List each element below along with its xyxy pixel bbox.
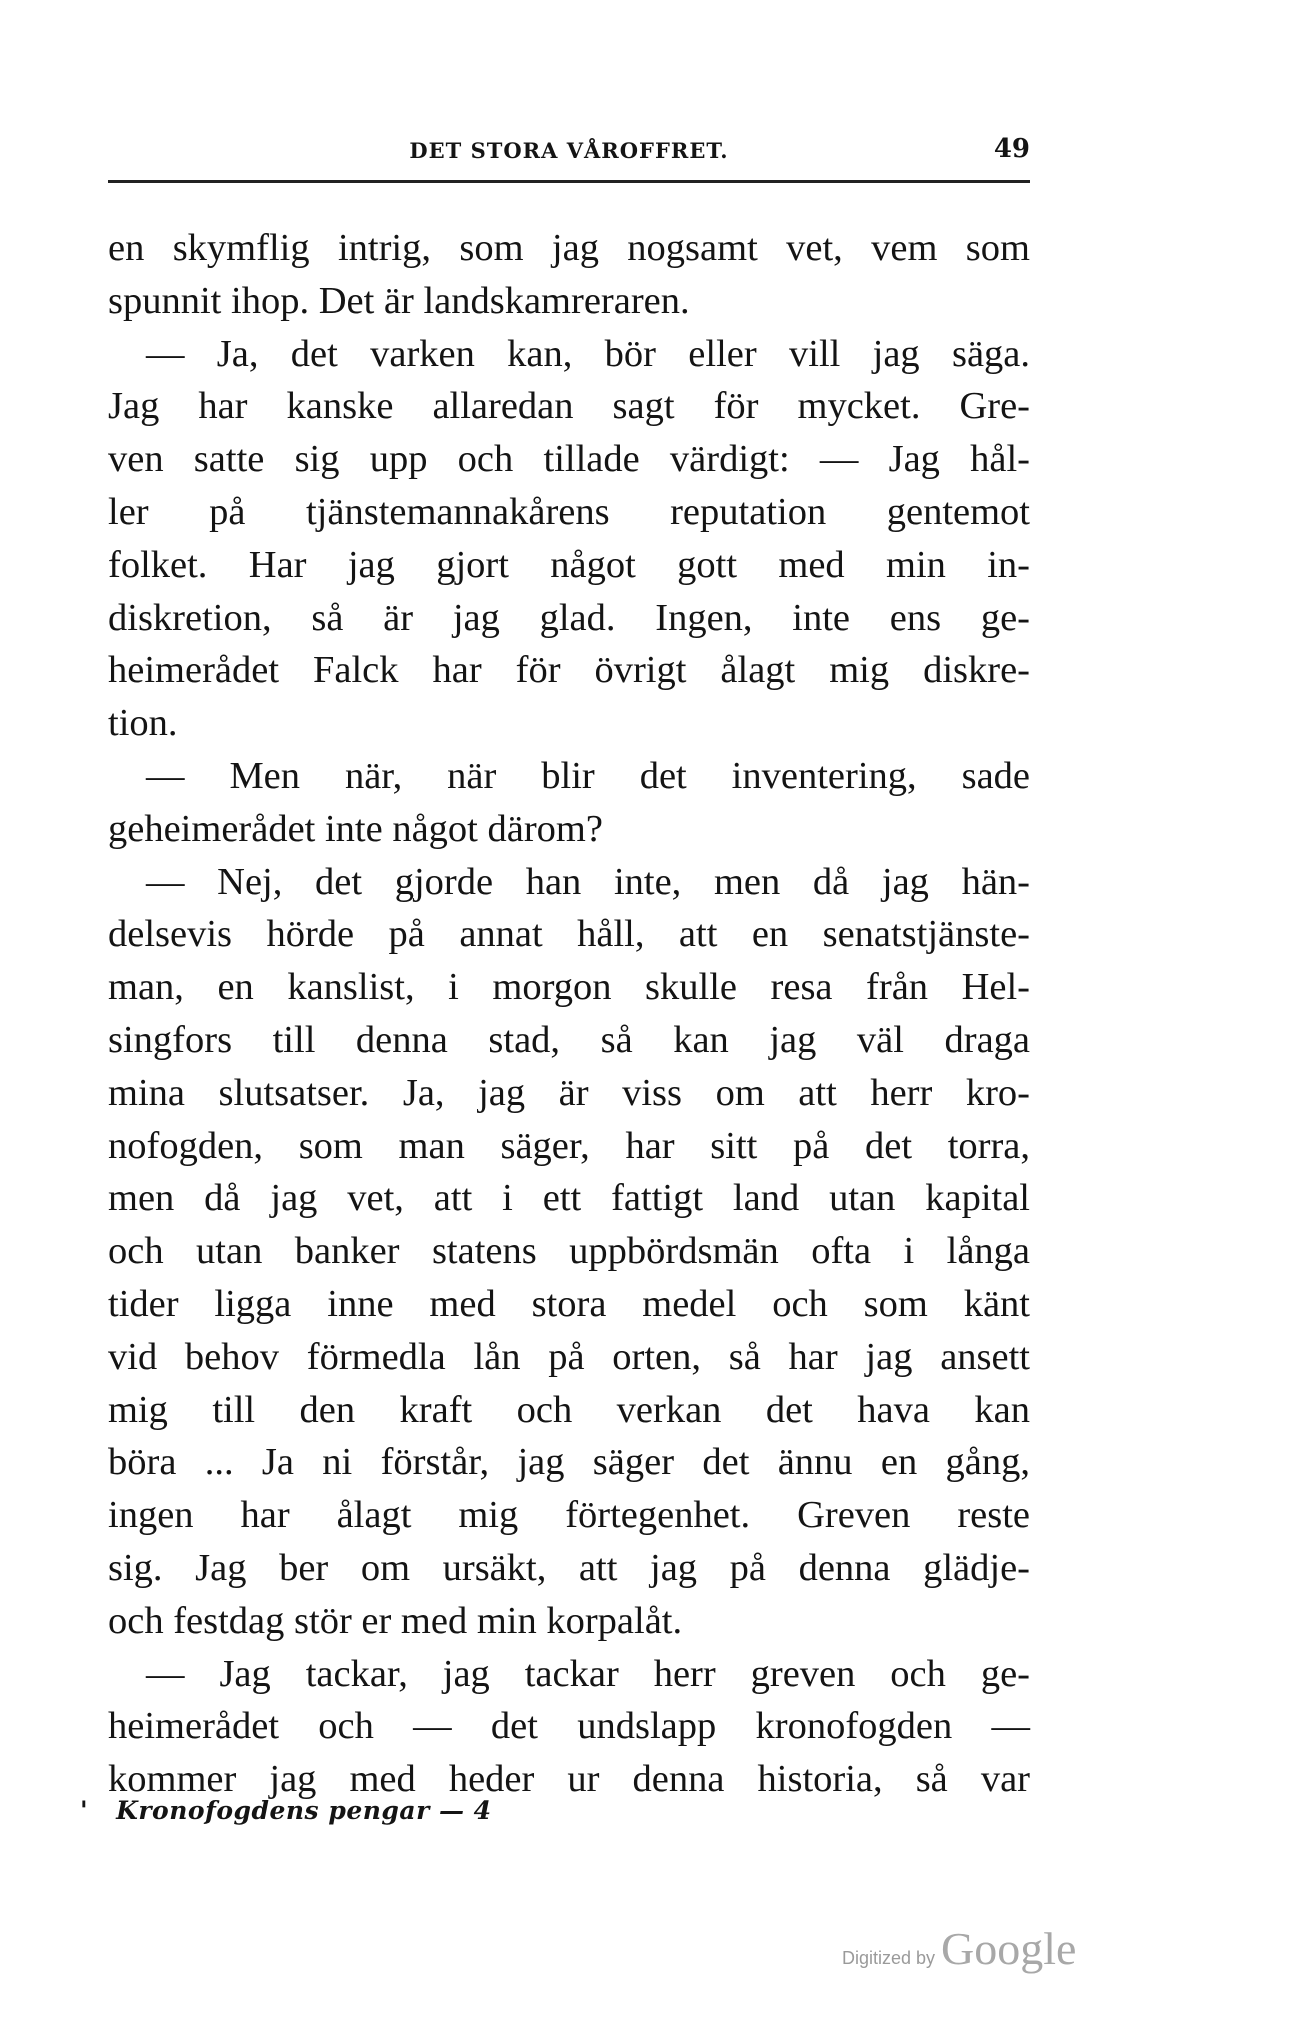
signature-line	[80, 1796, 492, 1825]
body-text	[108, 222, 1030, 1806]
text-line: vid behov förmedla lån på orten, så har jag ansett	[108, 1335, 1030, 1378]
text-line: ingen har ålagt mig förtegenhet. Greven reste	[108, 1494, 1030, 1537]
text-line: men då jag vet, att i ett fattigt land utan kapital	[108, 1177, 1030, 1220]
text-line: mig till den kraft och verkan det hava kan	[108, 1388, 1030, 1431]
text-line: spunnit ihop. Det är landskamreraren.	[108, 279, 690, 322]
text-line: kommer jag med heder ur denna historia, så var	[108, 1758, 1030, 1801]
text-line: singfors till denna stad, så kan jag väl draga	[108, 1018, 1030, 1061]
text-line: ven satte sig upp och tillade värdigt: — Jag hål-	[108, 438, 1030, 481]
text-line: Jag har kanske allaredan sagt för mycket. Gre-	[108, 385, 1030, 428]
text-line: ler på tjänstemannakårens reputation gentemot	[108, 490, 1030, 533]
text-line: — Jag tackar, jag tackar herr greven och ge-	[146, 1652, 1030, 1695]
text-line: — Men när, när blir det inventering, sade	[146, 754, 1030, 797]
text-line: diskretion, så är jag glad. Ingen, inte ens ge-	[108, 596, 1030, 639]
watermark-prefix: Digitized by	[842, 1948, 936, 1968]
text-line: tider ligga inne med stora medel och som känt	[108, 1282, 1030, 1325]
text-line: — Ja, det varken kan, bör eller vill jag säga.	[146, 332, 1030, 375]
text-line: folket. Har jag gjort något gott med min in-	[108, 543, 1030, 586]
text-line: geheimerådet inte något därom?	[108, 807, 603, 850]
digitization-watermark	[842, 1922, 1076, 1972]
text-line: sig. Jag ber om ursäkt, att jag på denna glädje-	[108, 1546, 1030, 1589]
text-line: delsevis hörde på annat håll, att en senatstjänste-	[108, 913, 1030, 956]
text-line: mina slutsatser. Ja, jag är viss om att herr kro-	[108, 1071, 1030, 1114]
running-title: DET STORA VÅROFFRET.	[409, 138, 729, 163]
signature-text: Kronofogdens pengar — 4	[116, 1796, 492, 1825]
signature-mark: '	[80, 1796, 89, 1825]
header-rule	[108, 180, 1030, 183]
text-line: — Nej, det gjorde han inte, men då jag hän-	[146, 860, 1030, 903]
text-line: man, en kanslist, i morgon skulle resa från Hel-	[108, 966, 1030, 1009]
text-line: böra ... Ja ni förstår, jag säger det ännu en gång,	[108, 1441, 1030, 1484]
text-line: heimerådet Falck har för övrigt ålagt mig diskre-	[108, 649, 1030, 692]
running-head	[108, 134, 1030, 174]
text-line: tion.	[108, 702, 178, 745]
text-line: och utan banker statens uppbördsmän ofta i långa	[108, 1230, 1030, 1273]
google-logo: Google	[941, 1923, 1077, 1974]
text-line: en skymflig intrig, som jag nogsamt vet, vem som	[108, 227, 1030, 269]
text-line: nofogden, som man säger, har sitt på det torra,	[108, 1124, 1030, 1167]
text-line: heimerådet och — det undslapp kronofogden —	[108, 1705, 1030, 1748]
text-line: och festdag stör er med min korpalåt.	[108, 1599, 683, 1642]
page-number: 49	[993, 134, 1030, 164]
